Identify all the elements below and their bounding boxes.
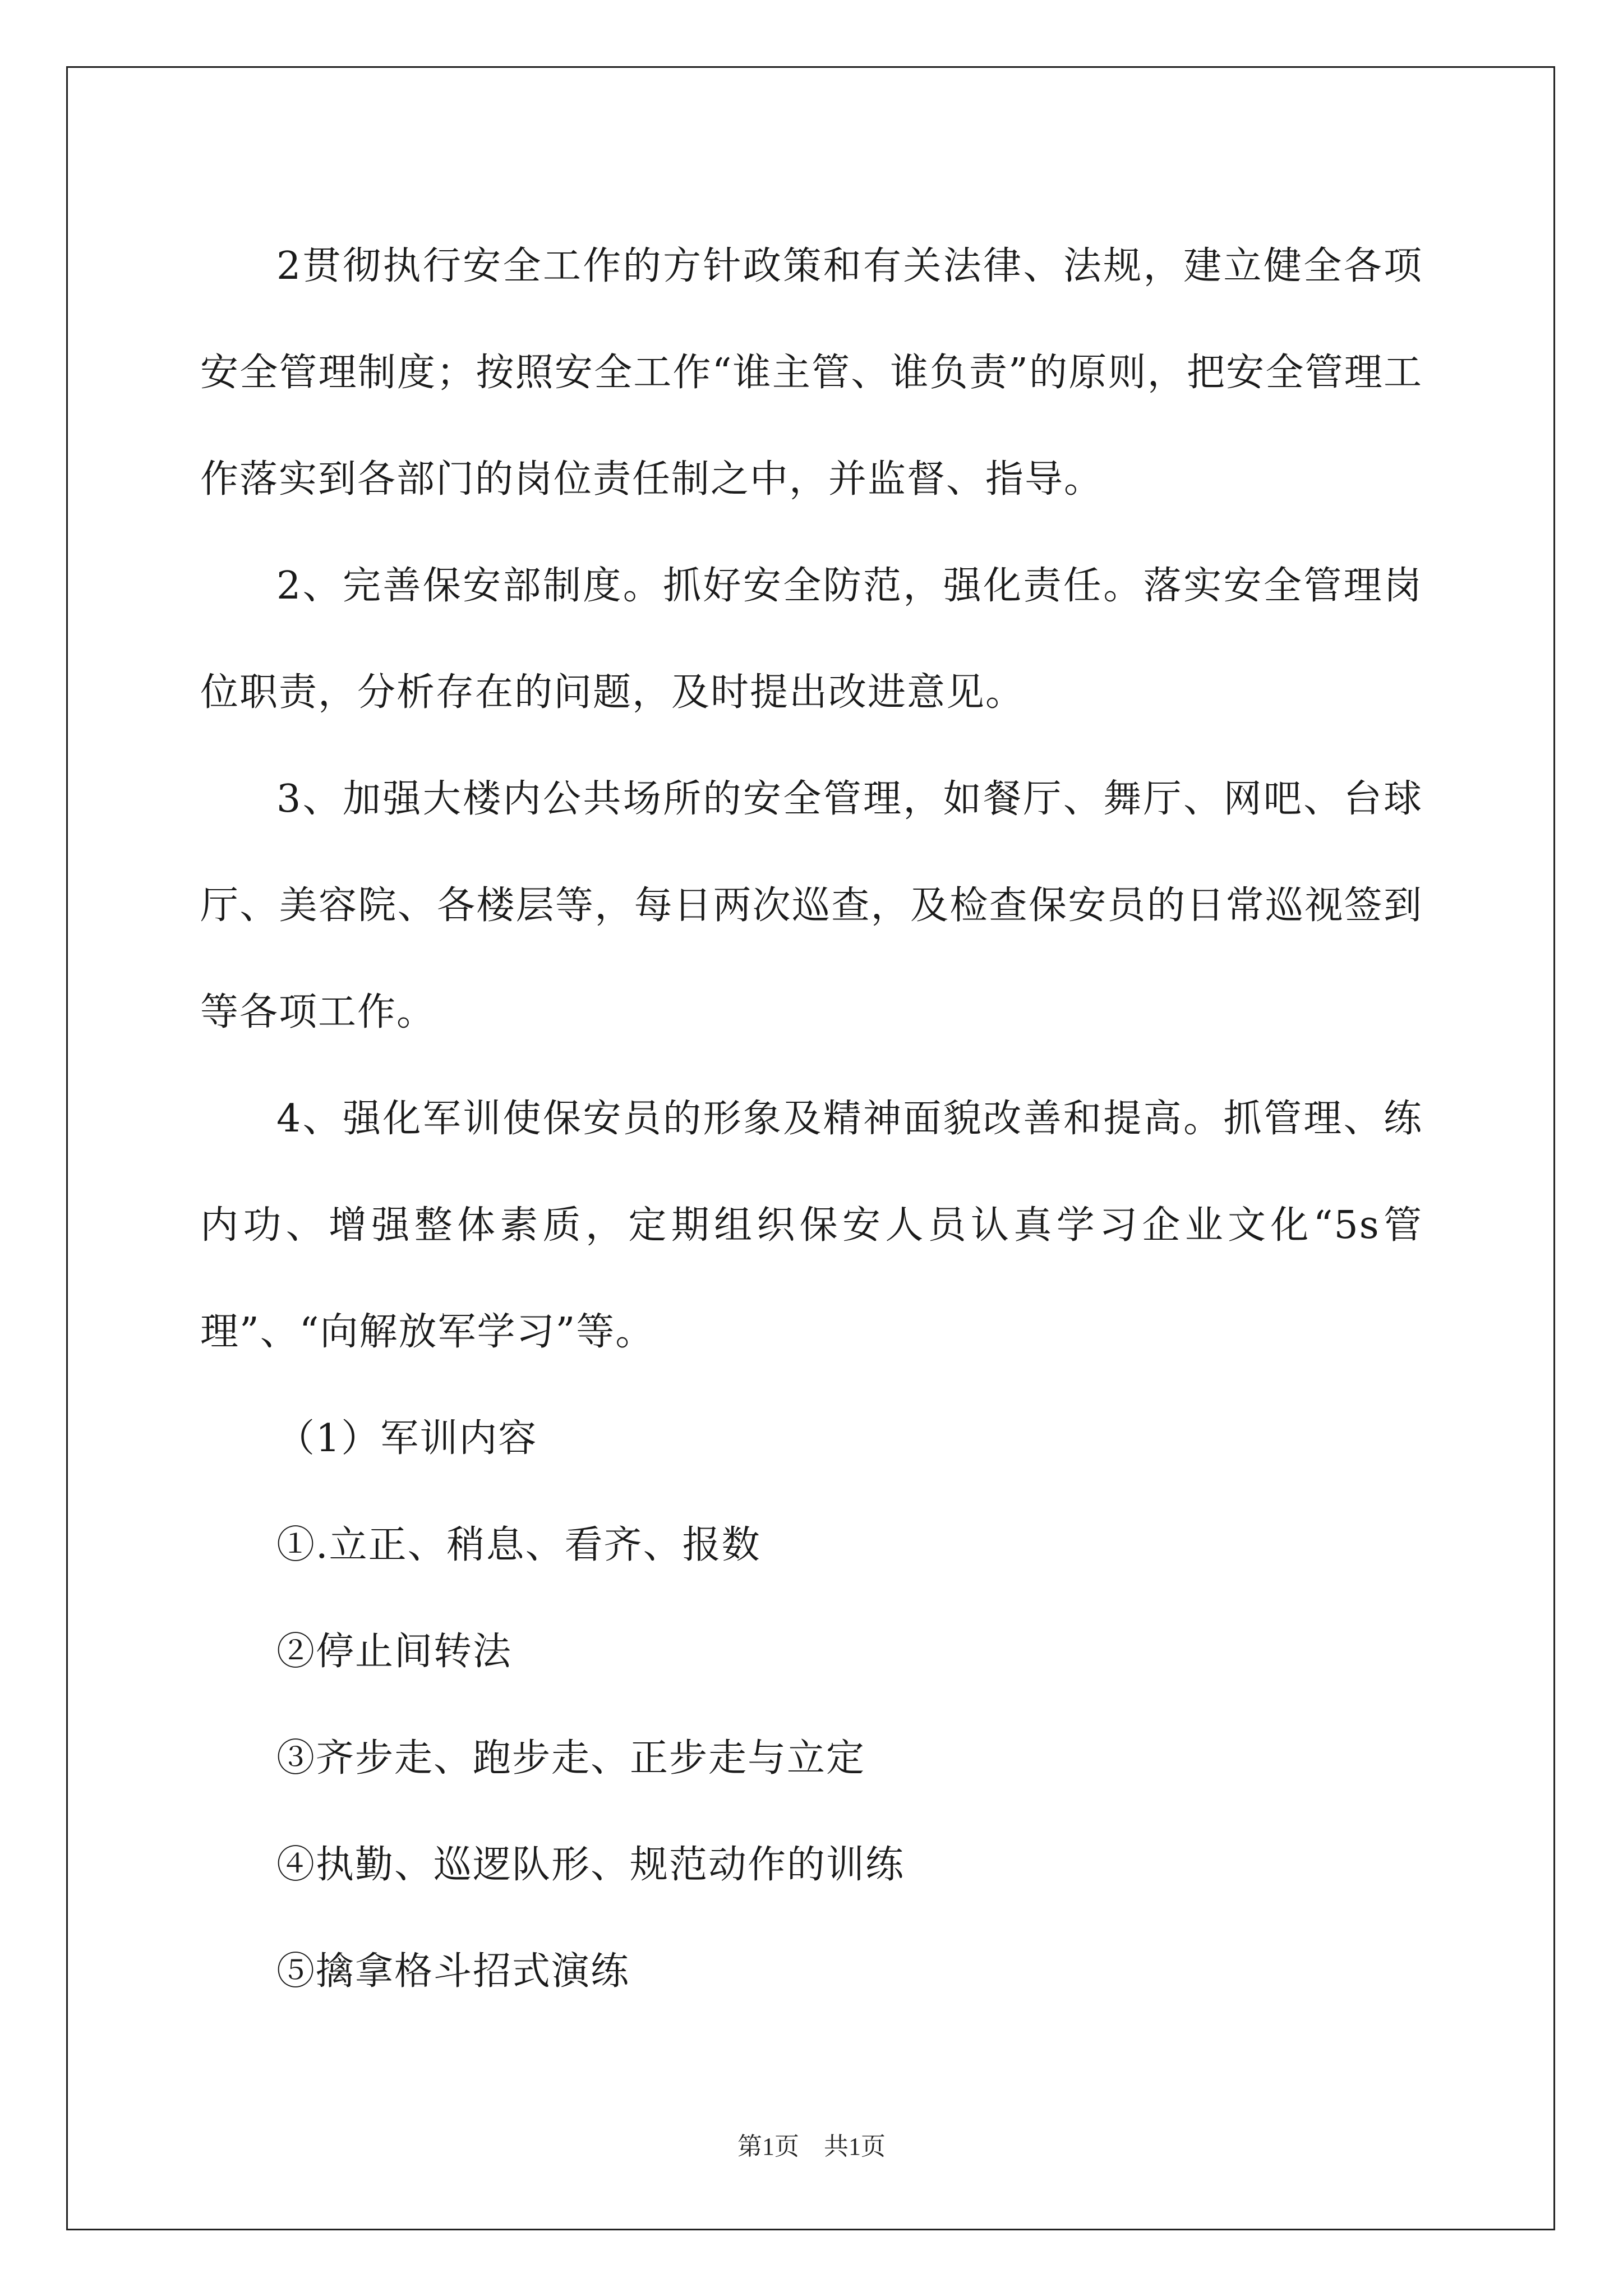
list-item: ⑤擒拿格斗招式演练	[276, 1949, 630, 1994]
paragraph-2: 2、完善保安部制度。抓好安全防范，强化责任。落实安全管理岗位职责，分析存在的问题，及时提出改进意见。	[200, 564, 1423, 715]
list-item: ④执勤、巡逻队形、规范动作的训练	[276, 1843, 905, 1887]
page-number-footer: 第1页 共1页	[737, 2133, 886, 2160]
list-item: ①.立正、稍息、看齐、报数	[276, 1523, 761, 1567]
paragraph-3: 3、加强大楼内公共场所的安全管理，如餐厅、舞厅、网吧、台球厅、美容院、各楼层等，每日两次巡查，及检查保安员的日常巡视签到等各项工作。	[200, 777, 1423, 1034]
list-item: ②停止间转法	[276, 1630, 513, 1674]
document-body	[200, 213, 1423, 2025]
list-item: ③齐步走、跑步走、正步走与立定	[276, 1736, 866, 1780]
paragraph-4: 4、强化军训使保安员的形象及精神面貌改善和提高。抓管理、练内功、增强整体素质，定期组织保安人员认真学习企业文化“5s管理”、“向解放军学习”等。	[200, 1097, 1423, 1354]
paragraph-1: 2贯彻执行安全工作的方针政策和有关法律、法规，建立健全各项安全管理制度；按照安全工作“谁主管、谁负责”的原则，把安全管理工作落实到各部门的岗位责任制之中，并监督、指导。	[200, 244, 1423, 501]
list-heading: （1）军训内容	[276, 1416, 538, 1461]
